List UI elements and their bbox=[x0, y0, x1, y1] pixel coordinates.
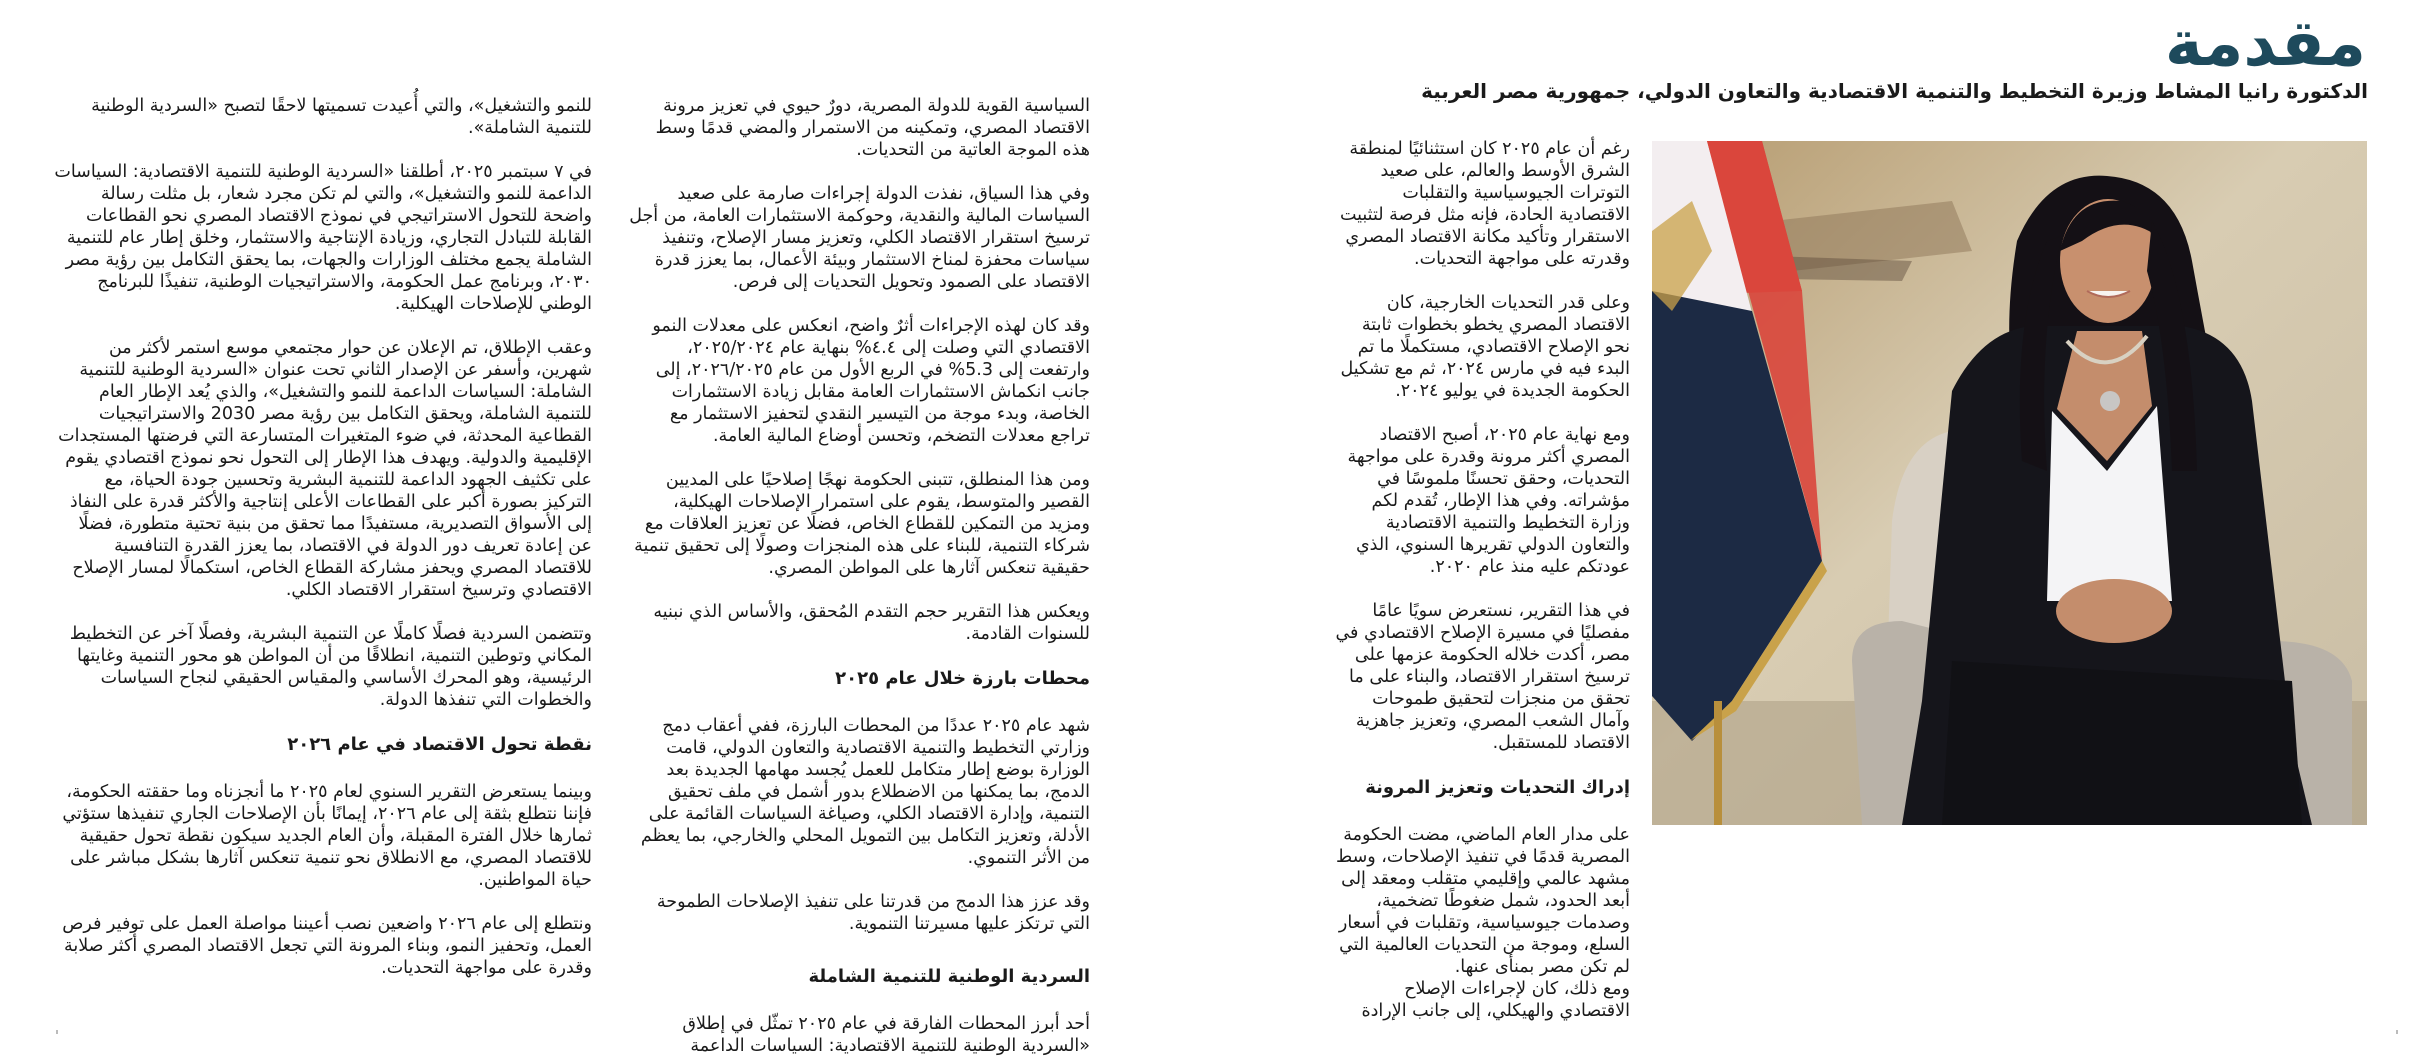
paragraph: وتتضمن السردية فصلًا كاملًا عن التنمية البشرية، وفصلًا آخر عن التخطيط المكاني وتوطين التنمية، انطلاقًا من أن المواطن هو محور التنمية وغايتها الرئيسية، وهو المحرك الأساسي والمقياس الحقيقي لنجاح السياسات والخطوات التي تنفذها الدولة. bbox=[69, 624, 592, 710]
paragraph: وبينما يستعرض التقرير السنوي لعام ٢٠٢٥ ما أنجزناه وما حققته الحكومة، فإننا نتطلع بثقة إلى عام ٢٠٢٦، إيمانًا بأن الإصلاحات الجاري تنفيذها ستؤتي ثمارها خلال الفترة المقبلة، وأن العام الجديد سيكون نقطة تحول حقيقية للاقتصاد المصري، مع الانطلاق نحو تنمية تنعكس آثارها بشكل مباشر على حياة المواطنين. bbox=[62, 782, 592, 890]
paragraph: وعقب الإطلاق، تم الإعلان عن حوار مجتمعي موسع استمر لأكثر من شهرين، وأسفر عن الإصدار الثاني تحت عنوان «السردية الوطنية للتنمية الشاملة: السياسات الداعمة للنمو والتشغيل»، والذي يُعد الإطار العام للتنمية الشاملة، ويحقق التكامل بين رؤية مصر 2030 والاستراتيجيات القطاعية المحدثة، في ضوء المتغيرات المتسارعة التي فرضتها المستجدات الإقليمية والدولية. ويهدف هذا الإطار إلى التحول نحو نموذج اقتصادي يقوم على تكثيف الجهود الداعمة للتنمية البشرية وتحسين جودة الحياة، مع التركيز بصورة أكبر على القطاعات الأعلى إنتاجية والأكثر قدرة على النفاذ إلى الأسواق التصديرية، مستفيدًا مما تحقق من بنية تحتية متطورة، فضلًا عن إعادة تعريف دور الدولة في الاقتصاد، بما يعزز القدرة التنافسية للاقتصاد المصري ويحفز مشاركة القطاع الخاص، استكمالًا لمسار الإصلاح الاقتصادي وترسيخ استقرار الاقتصاد الكلي. bbox=[58, 338, 592, 600]
flag-pole bbox=[1714, 701, 1722, 825]
paragraph: ونتطلع إلى عام ٢٠٢٦ واضعين نصب أعيننا مواصلة العمل على توفير فرص العمل، وتحفيز النمو، وبناء المرونة التي تجعل الاقتصاد المصري أكثر صلابة وقدرة على مواجهة التحديات. bbox=[62, 914, 592, 978]
paragraph: في هذا التقرير، نستعرض سويًا عامًا مفصليًا في مسيرة الإصلاح الاقتصادي في مصر، أكدت خلاله الحكومة عزمها على ترسيخ استقرار الاقتصاد، والبناء على ما تحقق من منجزات لتحقيق طموحات وآمال الشعب المصري، وتعزيز جاهزية الاقتصاد للمستقبل. bbox=[1335, 601, 1630, 753]
clasped-hands bbox=[2056, 579, 2172, 643]
paragraph: في ٧ سبتمبر ٢٠٢٥، أطلقنا «السردية الوطنية للتنمية الاقتصادية: السياسات الداعمة للنمو والتشغيل»، والتي لم تكن مجرد شعار، بل مثلت رسالة واضحة للتحول الاستراتيجي في نموذج الاقتصاد المصري نحو القطاعات القابلة للتبادل التجاري، وزيادة الإنتاجية والاستثمار، وخلق إطار عام للتنمية الشاملة يجمع مختلف الوزارات والجهات، بما يحقق التكامل بين رؤية مصر ٢٠٣٠، وبرنامج عمل الحكومة، والاستراتيجيات الوطنية، تنفيذًا للبرنامج الوطني للإصلاحات الهيكلية. bbox=[54, 162, 592, 314]
pendant bbox=[2100, 391, 2120, 411]
paragraph: شهد عام ٢٠٢٥ عددًا من المحطات البارزة، ففي أعقاب دمج وزارتي التخطيط والتنمية الاقتصادية والتعاون الدولي، قامت الوزارة بوضع إطار متكامل للعمل يُجسد مهامها الجديدة بعد الدمج، بما يمكنها من الاضطلاع بدور أشمل في ملف تحقيق التنمية، وإدارة الاقتصاد الكلي، وصياغة السياسات القائمة على الأدلة، وتعزيز التكامل بين التمويل المحلي والخارجي، بما يعظم من الأثر التنموي. bbox=[640, 716, 1090, 868]
crop-mark-right bbox=[2396, 1030, 2398, 1034]
minister-portrait-photo bbox=[1652, 141, 2367, 825]
page-subtitle: الدكتورة رانيا المشاط وزيرة التخطيط والتنمية الاقتصادية والتعاون الدولي، جمهورية مصر العربية bbox=[1421, 79, 2368, 103]
text-column-middle bbox=[628, 95, 1090, 1056]
paragraph: السياسية القوية للدولة المصرية، دورٌ حيوي في تعزيز مرونة الاقتصاد المصري، وتمكينه من الاستمرار والمضي قدمًا وسط هذه الموجة العاتية من التحديات. bbox=[655, 96, 1090, 160]
text-column-right bbox=[1332, 138, 1630, 1021]
page-title: مقدمة bbox=[2164, 7, 2366, 81]
paragraph: وفي هذا السياق، نفذت الدولة إجراءات صارمة على صعيد السياسات المالية والنقدية، وحوكمة الاستثمارات العامة، من أجل ترسيخ استقرار الاقتصاد الكلي، وتعزيز مسار الإصلاح، وتنفيذ سياسات محفزة لمناخ الاستثمار وبيئة الأعمال، بما يعزز قدرة الاقتصاد على الصمود وتحويل التحديات إلى فرص. bbox=[629, 184, 1090, 292]
section-heading: محطات بارزة خلال عام ٢٠٢٥ bbox=[835, 668, 1090, 689]
paragraph: وقد كان لهذه الإجراءات أثرٌ واضح، انعكس على معدلات النمو الاقتصادي التي وصلت إلى ٤.٤% بنهاية عام ٢٠٢٥/٢٠٢٤، وارتفعت إلى 5.3% في الربع الأول من عام ٢٠٢٦/٢٠٢٥، إلى جانب انكماش الاستثمارات العامة مقابل زيادة الاستثمارات الخاصة، وبدء موجة من التيسير النقدي لتحفيز الاستثمار مع تراجع معدلات التضخم، وتحسن أوضاع المالية العامة. bbox=[652, 316, 1090, 446]
section-heading: نقطة تحول الاقتصاد في عام ٢٠٢٦ bbox=[287, 734, 592, 755]
paragraph: أحد أبرز المحطات الفارقة في عام ٢٠٢٥ تمثّل في إطلاق «السردية الوطنية للتنمية الاقتصادية: السياسات الداعمة bbox=[682, 1014, 1090, 1056]
trousers bbox=[1942, 661, 2302, 825]
section-heading: السردية الوطنية للتنمية الشاملة bbox=[808, 966, 1090, 987]
paragraph: على مدار العام الماضي، مضت الحكومة المصرية قدمًا في تنفيذ الإصلاحات، وسط مشهد عالمي وإقليمي متقلب ومعقد إلى أبعد الحدود، شمل ضغوطًا تضخمية، وصدمات جيوسياسية، وتقلبات في أسعار السلع، وموجة من التحديات العالمية التي لم تكن مصر بمنأى عنها. bbox=[1335, 825, 1630, 977]
paragraph: وعلى قدر التحديات الخارجية، كان الاقتصاد المصري يخطو بخطوات ثابتة نحو الإصلاح الاقتصادي، مستكملًا ما تم البدء فيه في مارس ٢٠٢٤، ثم مع تشكيل الحكومة الجديدة في يوليو ٢٠٢٤. bbox=[1340, 293, 1630, 401]
paragraph: ومع نهاية عام ٢٠٢٥، أصبح الاقتصاد المصري أكثر مرونة وقدرة على مواجهة التحديات، وحقق تحسنًا ملموسًا في مؤشراته. وفي هذا الإطار، تُقدم لكم وزارة التخطيط والتنمية الاقتصادية والتعاون الدولي تقريرها السنوي، الذي عودتكم عليه منذ عام ٢٠٢٠. bbox=[1347, 425, 1630, 577]
text-column-left bbox=[52, 95, 592, 995]
paragraph: ومع ذلك، كان لإجراءات الإصلاح الاقتصادي والهيكلي، إلى جانب الإرادة bbox=[1361, 979, 1630, 1021]
section-heading: إدراك التحديات وتعزيز المرونة bbox=[1365, 777, 1630, 798]
paragraph: رغم أن عام ٢٠٢٥ كان استثنائيًا لمنطقة الشرق الأوسط والعالم، على صعيد التوترات الجيوسياسية والتقلبات الاقتصادية الحادة، فإنه مثل فرصة لتثبيت الاستقرار وتأكيد مكانة الاقتصاد المصري وقدرته على مواجهة التحديات. bbox=[1339, 139, 1630, 269]
paragraph: وقد عزز هذا الدمج من قدرتنا على تنفيذ الإصلاحات الطموحة التي ترتكز عليها مسيرتنا التنموية. bbox=[656, 892, 1090, 934]
portrait-illustration bbox=[1652, 141, 2367, 825]
paragraph: للنمو والتشغيل»، والتي أُعيدت تسميتها لاحقًا لتصبح «السردية الوطنية للتنمية الشاملة». bbox=[91, 96, 592, 138]
paragraph: ويعكس هذا التقرير حجم التقدم المُحقق، والأساس الذي نبنيه للسنوات القادمة. bbox=[653, 602, 1090, 644]
paragraph: ومن هذا المنطلق، تتبنى الحكومة نهجًا إصلاحيًا على المديين القصير والمتوسط، يقوم على استمرار الإصلاحات الهيكلية، ومزيد من التمكين للقطاع الخاص، فضلًا عن تعزيز العلاقات مع شركاء التنمية، للبناء على هذه المنجزات وصولًا إلى تحقيق تنمية حقيقية تنعكس آثارها على المواطن المصري. bbox=[634, 470, 1090, 578]
crop-mark-left bbox=[56, 1030, 58, 1034]
